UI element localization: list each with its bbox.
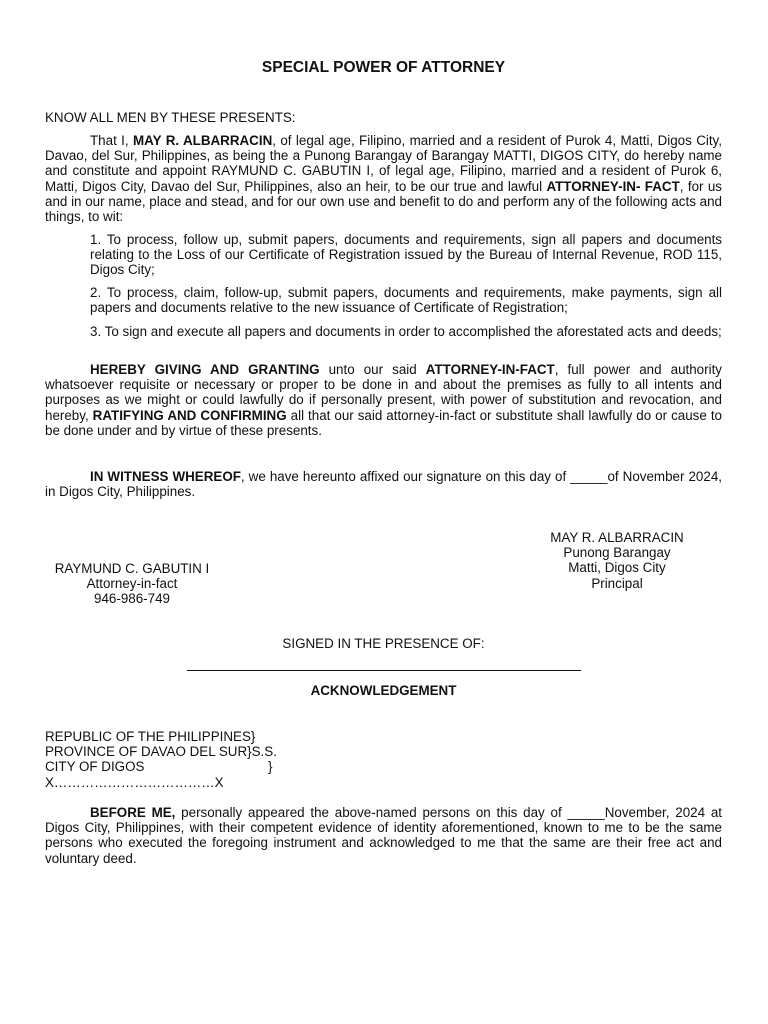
attorney-name: RAYMUND C. GABUTIN I [54, 561, 210, 576]
acknowledgement-title: ACKNOWLEDGEMENT [310, 683, 457, 698]
intro-line: KNOW ALL MEN BY THESE PRESENTS: [45, 110, 296, 125]
para1-text-1: That I, [90, 133, 134, 148]
para1-text-2: , of legal age, Filipino, married and a resident of Purok 4, Matti, Digos City, Davao, del Sur, Philippines, as being the a Punong Barangay of Barangay MATTI, DIGOS CITY, do hereby name and constitute and appoint RAYMUND C. GABUTIN I, of legal age, Filipino, married and a resident of Purok 6, Matti, Digos City, Davao del Sur, Philippines, also an heir, to be our true and lawful [45, 133, 722, 194]
venue-block [45, 729, 722, 790]
attorney-number: 946-986-749 [94, 591, 170, 607]
venue-brace: } [268, 759, 273, 775]
para2-text-1: unto our said [319, 362, 426, 377]
ratifying-bold: RATIFYING AND CONFIRMING [92, 407, 287, 423]
before-me-bold: BEFORE ME, [90, 805, 176, 820]
presence-heading: SIGNED IN THE PRESENCE OF: [282, 636, 485, 651]
before-me-paragraph [45, 805, 722, 866]
before-me-text: personally appeared the above-named persons on this day of _____November, 2024 at Digos City, Philippines, with their competent evidence of identity aforementioned, known to me to be the same persons who executed the foregoing instrument and acknowledged to me that the same are their free act and voluntary deed. [45, 805, 722, 866]
principal-position: Punong Barangay [563, 545, 671, 561]
witness-paragraph [45, 469, 722, 499]
para2-text-3: all that our said attorney-in-fact or substitute shall lawfully do or cause to be done under and by virtue of these presents. [45, 407, 722, 438]
venue-line-1: REPUBLIC OF THE PHILIPPINES} [45, 729, 256, 744]
witness-text: , we have hereunto affixed our signature on this day of _____of November 2024, in Digos City, Philippines. [45, 469, 722, 500]
witness-signature-line [187, 670, 581, 671]
attorney-in-fact-bold: ATTORNEY-IN- FACT [546, 178, 680, 194]
power-item-2: 2. To process, claim, follow-up, submit papers, documents and requirements, make payments, sign all papers and documents relative to the new issuance of Certificate of Registration; [90, 285, 722, 316]
para2-text-2: , full power and authority whatsoever requisite or necessary or proper to be done in and about the premises as fully to all intents and purposes as we might or could lawfully do if personally present, with power of substitution and revocation, and hereby, [45, 362, 722, 423]
power-item-3: 3. To sign and execute all papers and documents in order to accomplished the aforestated acts and deeds; [90, 324, 722, 339]
attorney-signature-block [45, 561, 219, 607]
appointment-paragraph [45, 133, 722, 224]
venue-line-2: PROVINCE OF DAVAO DEL SUR}S.S. [45, 744, 277, 760]
witness-bold: IN WITNESS WHEREOF [90, 469, 241, 484]
power-item-1: 1. To process, follow up, submit papers, documents and requirements, sign all papers and documents relating to the Loss of our Certificate of Registration issued by the Bureau of Internal Revenue, ROD 115, Digos City; [90, 232, 722, 278]
para1-text-3: , for us and in our name, place and stead, and for our own use and benefit to do and perform any of the following acts and things, to wit: [45, 178, 723, 225]
venue-city: CITY OF DIGOS [45, 759, 145, 775]
granting-paragraph [45, 362, 722, 438]
principal-name-bold: MAY R. ALBARRACIN [133, 133, 273, 148]
attorney-role: Attorney-in-fact [86, 576, 178, 592]
principal-signature-block [525, 530, 709, 591]
attorney-in-fact-bold-2: ATTORNEY-IN-FACT [425, 362, 555, 377]
granting-bold: HEREBY GIVING AND GRANTING [90, 362, 320, 377]
venue-line-4: X………………………………X [45, 774, 224, 790]
document-title: SPECIAL POWER OF ATTORNEY [261, 59, 506, 76]
principal-role: Principal [591, 575, 643, 591]
principal-name: MAY R. ALBARRACIN [550, 530, 684, 545]
venue-line-3 [45, 759, 722, 774]
principal-place: Matti, Digos City [568, 560, 666, 576]
